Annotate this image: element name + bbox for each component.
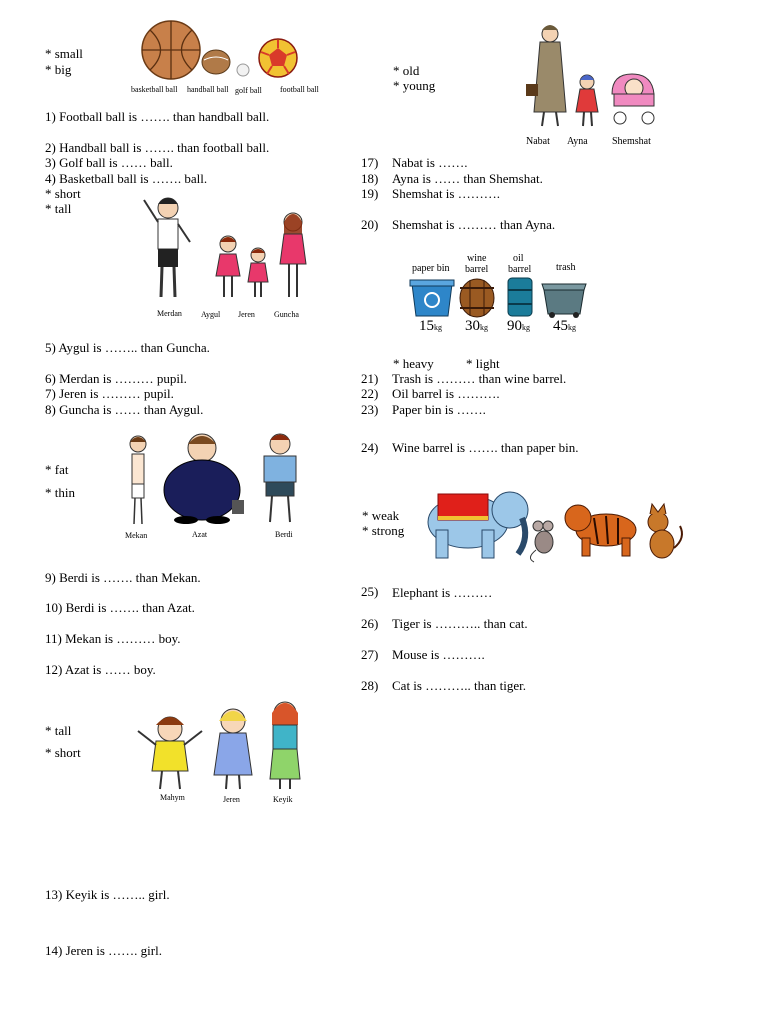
word-big: * big [45,62,72,77]
question-27-number: 27) [361,647,379,662]
question-20: Shemshat is ……… than Ayna. [392,217,556,232]
label-paper-bin: paper bin [412,263,450,274]
trash-bin-icon [542,284,586,318]
question-18-number: 18) [361,171,379,186]
azat-figure-icon [164,434,244,524]
elephant-icon [428,492,528,558]
question-28: Cat is ……….. than tiger. [392,678,526,693]
girls-height-illustration [132,695,307,793]
handball-ball-icon [202,50,230,74]
question-23-number: 23) [361,402,379,417]
jeren-girl-figure-icon [214,709,252,789]
caption-azat: Azat [192,530,208,539]
question-12: 12) Azat is …… boy. [45,662,156,677]
caption-keyik: Keyik [273,795,293,804]
word-tall-2: * tall [45,723,72,738]
word-tall: * tall [45,201,72,216]
question-27: Mouse is ………. [392,647,485,662]
question-26-number: 26) [361,616,379,631]
word-short-2: * short [45,745,81,760]
oil-barrel-icon [508,278,532,316]
caption-nabat: Nabat [526,136,550,147]
jeren-figure-icon [248,248,268,297]
question-1: 1) Football ball is ……. than handball ball. [45,109,270,124]
question-19-number: 19) [361,186,379,201]
family-age-illustration [520,22,665,134]
bins-illustration [410,276,590,318]
caption-football: football ball [280,85,319,94]
question-10: 10) Berdi is ……. than Azat. [45,600,195,615]
cat-icon [648,504,682,558]
basketball-ball-icon [142,21,200,79]
question-7: 7) Jeren is ……… pupil. [45,386,174,401]
pupils-height-illustration [130,192,315,310]
aygul-figure-icon [216,236,240,297]
question-22: Oil barrel is ………. [392,386,500,401]
shemshat-pram-icon [612,74,654,124]
question-4: 4) Basketball ball is ……. ball. [45,171,208,186]
caption-handball: handball ball [187,85,229,94]
question-22-number: 22) [361,386,379,401]
caption-mekan: Mekan [125,531,148,540]
nabat-figure-icon [526,25,566,126]
golf-ball-icon [237,64,249,76]
caption-aygul: Aygul [201,310,221,319]
caption-jeren: Jeren [238,310,255,319]
merdan-figure-icon [144,198,190,297]
berdi-figure-icon [264,434,296,522]
word-old: * old [393,63,420,78]
question-19: Shemshat is ………. [392,186,500,201]
football-ball-icon [259,39,297,77]
word-young: * young [393,78,436,93]
wine-barrel-icon [460,279,494,317]
label-oil-1: oil [513,253,524,264]
question-23: Paper bin is ……. [392,402,486,417]
boys-weight-illustration [120,432,315,530]
question-24: Wine barrel is ……. than paper bin. [392,440,579,455]
caption-guncha: Guncha [274,310,299,319]
word-small: * small [45,46,83,61]
question-20-number: 20) [361,217,379,232]
question-26: Tiger is ……….. than cat. [392,616,528,631]
label-oil-2: barrel [508,264,532,275]
question-8: 8) Guncha is …… than Aygul. [45,402,204,417]
paper-bin-icon [410,280,454,316]
question-21-number: 21) [361,371,379,386]
question-14: 14) Jeren is ……. girl. [45,943,162,958]
caption-jeren-girl: Jeren [223,795,240,804]
question-11: 11) Mekan is ……… boy. [45,631,181,646]
guncha-figure-icon [280,213,306,297]
mekan-figure-icon [130,436,146,524]
animals-strength-illustration [418,478,686,564]
question-24-number: 24) [361,440,379,455]
question-21: Trash is ……… than wine barrel. [392,371,567,386]
question-18: Ayna is …… than Shemshat. [392,171,543,186]
caption-merdan: Merdan [157,309,182,318]
caption-shemshat: Shemshat [612,136,651,147]
question-3: 3) Golf ball is …… ball. [45,155,173,170]
question-28-number: 28) [361,678,379,693]
weight-paper-bin: 15kg [419,318,442,334]
label-trash: trash [556,262,576,273]
word-strong: * strong [362,523,405,538]
caption-ayna: Ayna [567,136,588,147]
question-5: 5) Aygul is …….. than Guncha. [45,340,210,355]
word-short: * short [45,186,81,201]
question-2: 2) Handball ball is ……. than football ball. [45,140,270,155]
label-wine-2: barrel [465,264,489,275]
question-25: Elephant is ……… [392,585,493,600]
word-fat: * fat [45,462,69,477]
question-17-number: 17) [361,155,379,170]
weight-wine-barrel: 30kg [465,318,488,334]
question-25-number: 25) [361,584,379,599]
word-thin: * thin [45,485,75,500]
ayna-figure-icon [576,75,598,126]
question-6: 6) Merdan is ……… pupil. [45,371,187,386]
word-heavy: * heavy [393,356,434,371]
caption-berdi: Berdi [275,530,293,539]
question-13: 13) Keyik is …….. girl. [45,887,170,902]
keyik-figure-icon [270,702,300,789]
caption-mahym: Mahym [160,793,185,802]
question-9: 9) Berdi is ……. than Mekan. [45,570,201,585]
caption-golf: golf ball [235,86,262,95]
mouse-icon [530,521,553,562]
weight-trash: 45kg [553,318,576,334]
tiger-icon [565,505,636,556]
question-17: Nabat is ……. [392,155,468,170]
word-light: * light [466,356,500,371]
word-weak: * weak [362,508,400,523]
weight-oil-barrel: 90kg [507,318,530,334]
mahym-figure-icon [138,717,202,789]
label-wine-1: wine [467,253,487,264]
caption-basketball: basketball ball [131,85,178,94]
